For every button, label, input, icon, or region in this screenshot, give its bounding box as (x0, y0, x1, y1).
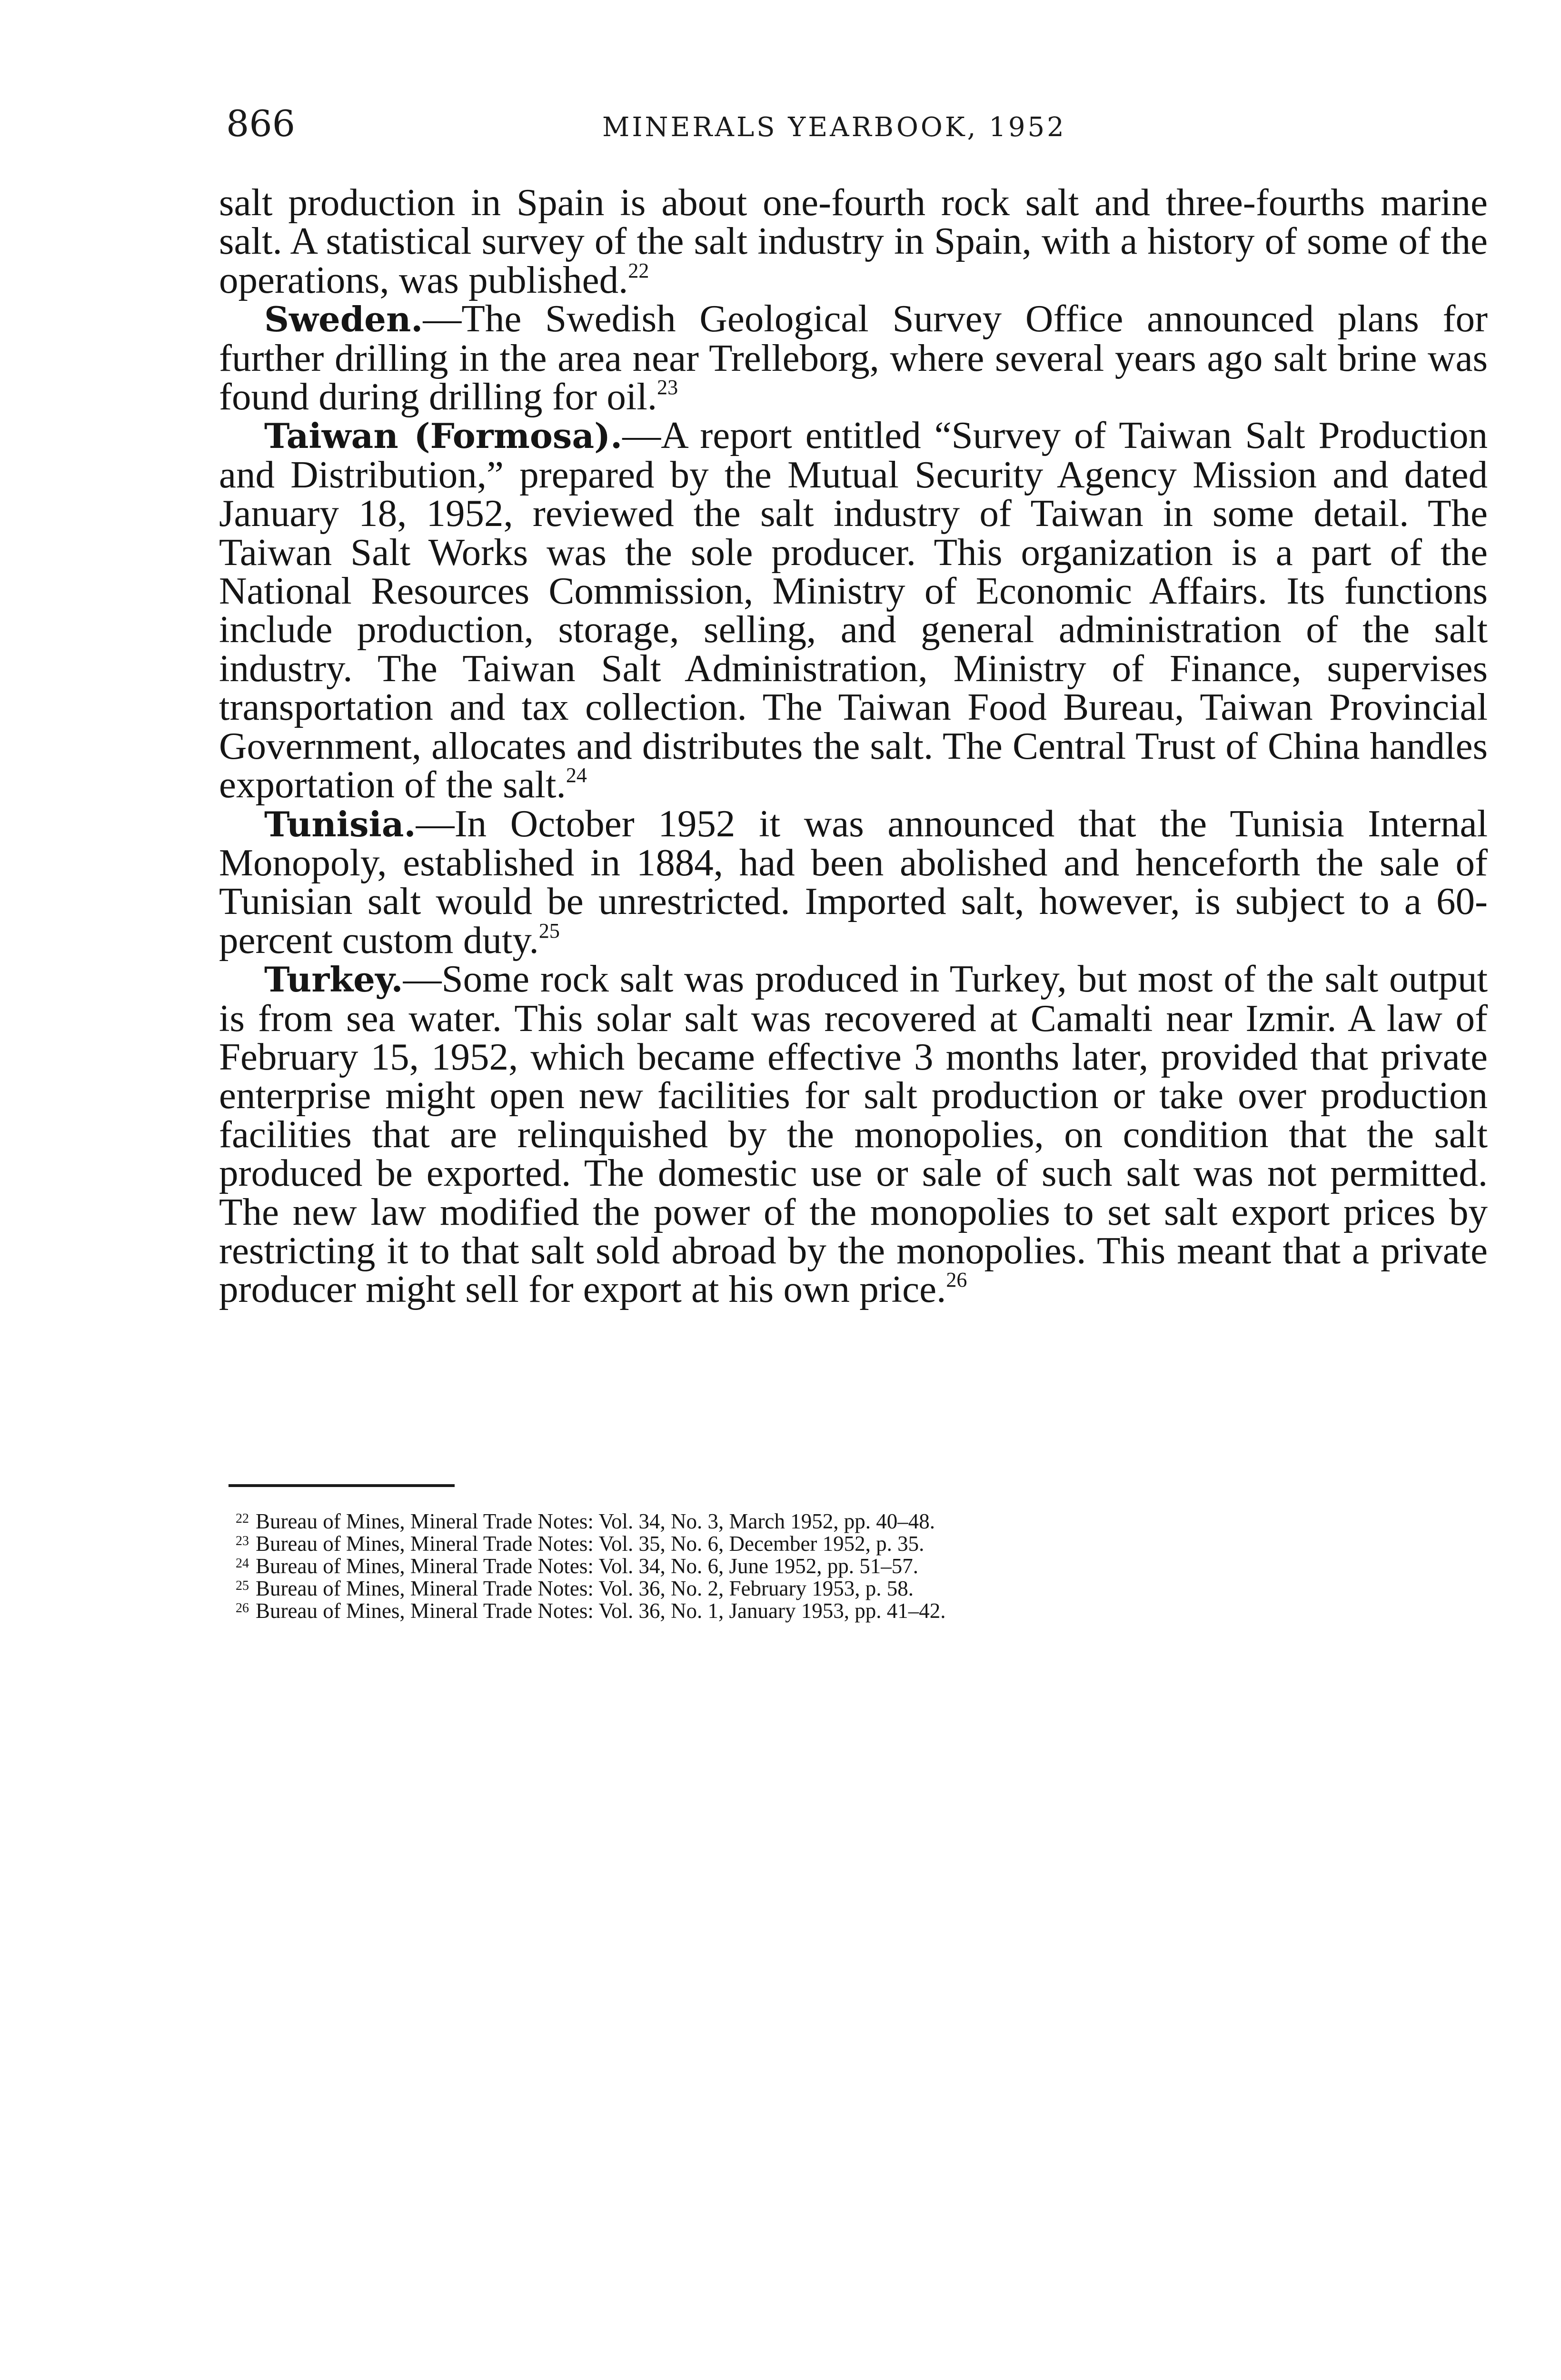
footnote-text: Bureau of Mines, Mineral Trade Notes: Vol. 35, No. 6, December 1952, p. 35. (256, 1532, 925, 1556)
footnotes (236, 1509, 1473, 1621)
footnote (236, 1509, 1473, 1531)
paragraph-turkey (219, 957, 1488, 1311)
footnote (236, 1554, 1473, 1576)
footnote-mark: 24 (236, 1556, 249, 1571)
footnote-ref: 24 (566, 764, 587, 787)
paragraph-text: —Some rock salt was produced in Turkey, but most of the salt output is from sea water. This solar salt was recovered at Camalti near Izmir. A law of February 15, 1952, which became effective 3 months later, provided that private enterprise might open new facilities for salt production or take over production facilities that are relinquished by the monopolies, on condition that the salt produced be exported. The domestic use or sale of such salt was not permitted. The new law modified the power of the monopolies to set salt export prices by restricting it to that salt sold abroad by the monopolies. This meant that a private producer might sell for export at his own price. (219, 957, 1488, 1311)
paragraph-spain (219, 183, 1488, 299)
paragraph-text: salt production in Spain is about one-fourth rock salt and three-fourths marine salt. A statistical survey of the salt industry in Spain, with a history of some of the operations, was published. (219, 181, 1488, 301)
page-header (226, 102, 1488, 145)
footnote-mark: 23 (236, 1534, 249, 1548)
footnote-text: Bureau of Mines, Mineral Trade Notes: Vol. 34, No. 3, March 1952, pp. 40–48. (256, 1509, 935, 1533)
footnote-ref: 25 (538, 919, 560, 942)
footnote-ref: 26 (946, 1268, 967, 1292)
paragraph-text: —In October 1952 it was announced that the Tunisia Internal Monopoly, established in 1884, had been abolished and henceforth the sale of Tunisian salt would be unrestricted. Imported salt, however, is subject to a 60-percent custom duty. (219, 802, 1488, 962)
section-lead: Sweden. (264, 299, 423, 340)
footnote-divider (229, 1484, 455, 1487)
paragraph-sweden (219, 299, 1488, 416)
footnote (236, 1531, 1473, 1554)
footnote-ref: 23 (657, 376, 678, 399)
footnote-text: Bureau of Mines, Mineral Trade Notes: Vol. 34, No. 6, June 1952, pp. 51–57. (256, 1554, 919, 1578)
running-head: MINERALS YEARBOOK, 1952 (602, 112, 1066, 143)
page-number: 866 (226, 102, 296, 145)
footnote-text: Bureau of Mines, Mineral Trade Notes: Vol. 36, No. 2, February 1953, p. 58. (256, 1577, 914, 1600)
footnote-text: Bureau of Mines, Mineral Trade Notes: Vol. 36, No. 1, January 1953, pp. 41–42. (256, 1599, 946, 1623)
footnote (236, 1598, 1473, 1621)
footnote (236, 1576, 1473, 1598)
section-lead: Tunisia. (264, 803, 416, 844)
footnote-mark: 22 (236, 1511, 249, 1526)
paragraph-taiwan (219, 416, 1488, 804)
section-lead: Turkey. (264, 959, 403, 1000)
section-lead: Taiwan (Formosa). (264, 416, 623, 456)
paragraph-text: —The Swedish Geological Survey Office announced plans for further drilling in the area near Trelleborg, where several years ago salt brine was found during drilling for oil. (219, 297, 1488, 418)
paragraph-text: —A report entitled “Survey of Taiwan Salt Production and Distribution,” prepared by the Mutual Security Agency Mission and dated January 18, 1952, reviewed the salt industry of Taiwan in some detail. The Taiwan Salt Works was the sole producer. This organization is a part of the National Resources Commission, Ministry of Economic Affairs. Its functions include production, storage, selling, and general administration of the salt industry. The Taiwan Salt Administration, Ministry of Finance, supervises transportation and tax collection. The Taiwan Food Bureau, Taiwan Provincial Government, allocates and distributes the salt. The Central Trust of China handles exportation of the salt. (219, 414, 1488, 806)
footnote-mark: 26 (236, 1601, 249, 1616)
paragraph-tunisia (219, 804, 1488, 960)
footnote-ref: 22 (628, 258, 649, 282)
footnote-mark: 25 (236, 1578, 249, 1593)
body-text (219, 183, 1488, 1309)
